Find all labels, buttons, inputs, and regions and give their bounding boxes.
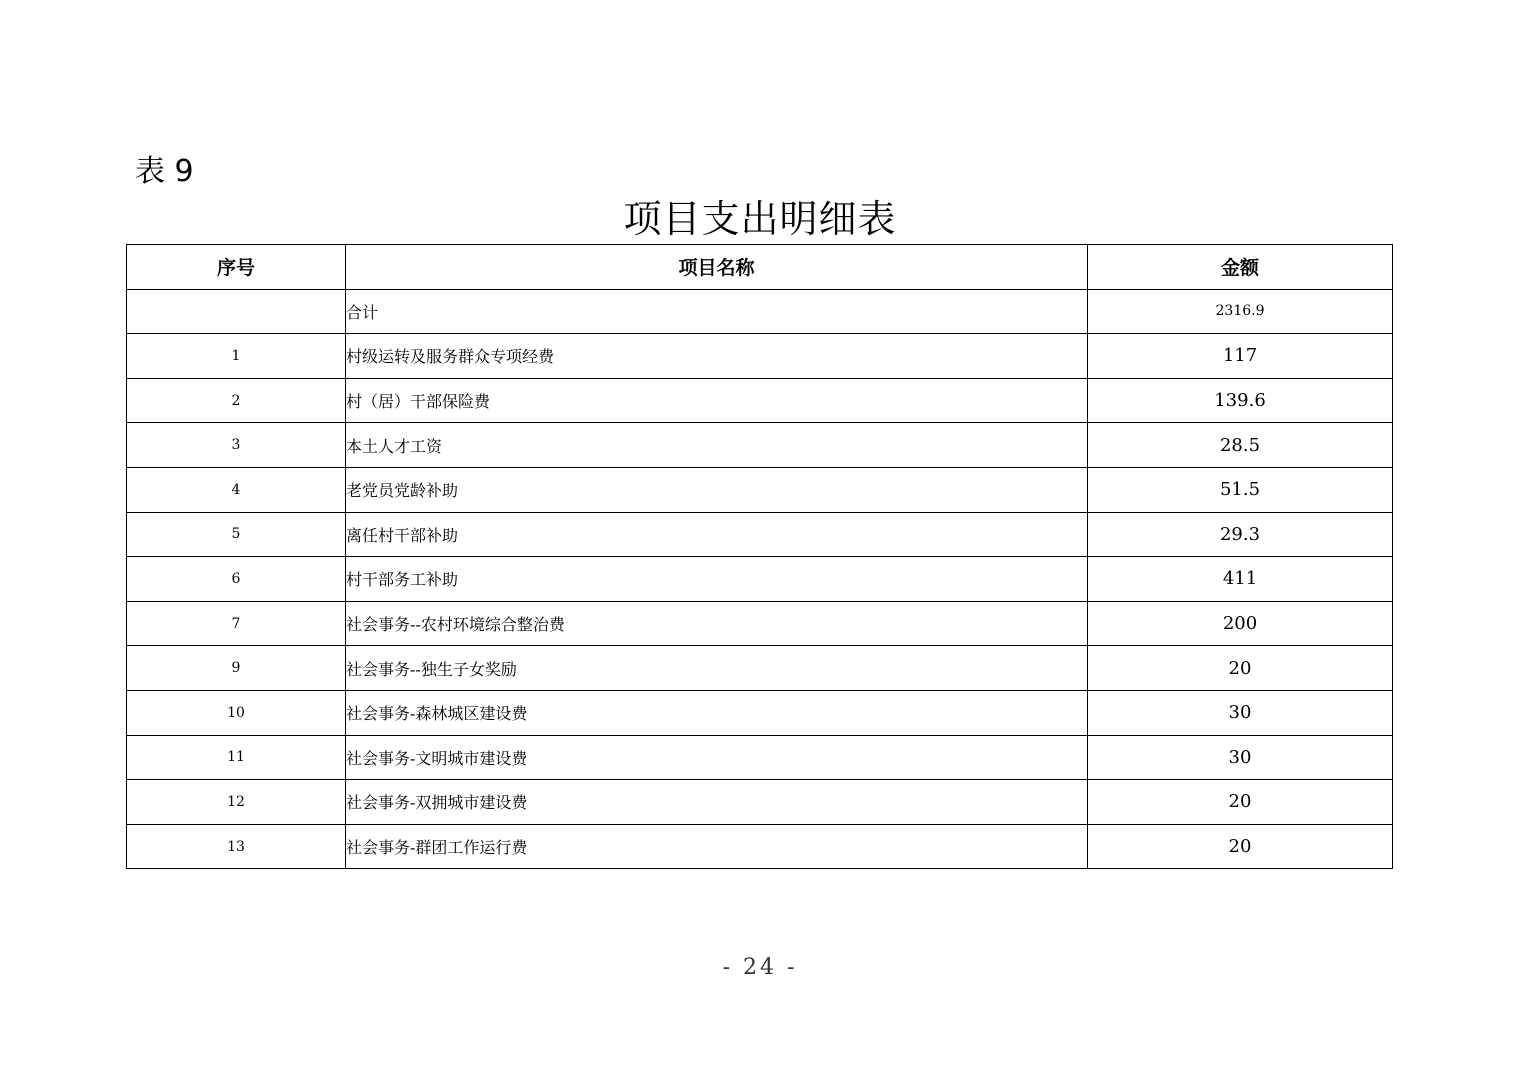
total-seq-cell [127, 289, 346, 334]
project-name-cell: 村级运转及服务群众专项经费 [346, 334, 1088, 379]
seq-cell: 11 [127, 735, 346, 780]
table-row [127, 423, 1393, 468]
table-row [127, 780, 1393, 825]
column-header-amount: 金额 [1088, 245, 1393, 290]
amount-cell: 200 [1088, 601, 1393, 646]
amount-cell: 139.6 [1088, 378, 1393, 423]
total-row [127, 289, 1393, 334]
column-header-seq: 序号 [127, 245, 346, 290]
amount-cell: 20 [1088, 824, 1393, 869]
total-label-cell: 合计 [346, 289, 1088, 334]
seq-cell: 2 [127, 378, 346, 423]
seq-cell: 4 [127, 467, 346, 512]
table-row [127, 557, 1393, 602]
seq-cell: 10 [127, 690, 346, 735]
amount-cell: 20 [1088, 646, 1393, 691]
project-name-cell: 社会事务-群团工作运行费 [346, 824, 1088, 869]
seq-cell: 7 [127, 601, 346, 646]
seq-cell: 9 [127, 646, 346, 691]
amount-cell: 411 [1088, 557, 1393, 602]
table-row [127, 378, 1393, 423]
table-header-row [127, 245, 1393, 290]
table-row [127, 601, 1393, 646]
table-row [127, 467, 1393, 512]
project-name-cell: 村干部务工补助 [346, 557, 1088, 602]
seq-cell: 12 [127, 780, 346, 825]
amount-cell: 20 [1088, 780, 1393, 825]
expenditure-table [126, 244, 1393, 869]
seq-cell: 13 [127, 824, 346, 869]
table-row [127, 512, 1393, 557]
project-name-cell: 社会事务-森林城区建设费 [346, 690, 1088, 735]
total-amount-cell: 2316.9 [1088, 289, 1393, 334]
amount-cell: 28.5 [1088, 423, 1393, 468]
table-row [127, 735, 1393, 780]
table-label: 表 9 [135, 154, 194, 189]
project-name-cell: 社会事务--独生子女奖励 [346, 646, 1088, 691]
table-row [127, 690, 1393, 735]
page-title: 项目支出明细表 [623, 197, 897, 241]
project-name-cell: 社会事务-双拥城市建设费 [346, 780, 1088, 825]
table-row [127, 334, 1393, 379]
seq-cell: 5 [127, 512, 346, 557]
column-header-name: 项目名称 [346, 245, 1088, 290]
seq-cell: 6 [127, 557, 346, 602]
page-number: - 24 - [722, 955, 798, 980]
seq-cell: 1 [127, 334, 346, 379]
project-name-cell: 社会事务-文明城市建设费 [346, 735, 1088, 780]
project-name-cell: 离任村干部补助 [346, 512, 1088, 557]
project-name-cell: 本土人才工资 [346, 423, 1088, 468]
table-row [127, 646, 1393, 691]
project-name-cell: 老党员党龄补助 [346, 467, 1088, 512]
project-name-cell: 社会事务--农村环境综合整治费 [346, 601, 1088, 646]
amount-cell: 30 [1088, 690, 1393, 735]
amount-cell: 30 [1088, 735, 1393, 780]
table-row [127, 824, 1393, 869]
amount-cell: 117 [1088, 334, 1393, 379]
seq-cell: 3 [127, 423, 346, 468]
amount-cell: 29.3 [1088, 512, 1393, 557]
amount-cell: 51.5 [1088, 467, 1393, 512]
project-name-cell: 村（居）干部保险费 [346, 378, 1088, 423]
